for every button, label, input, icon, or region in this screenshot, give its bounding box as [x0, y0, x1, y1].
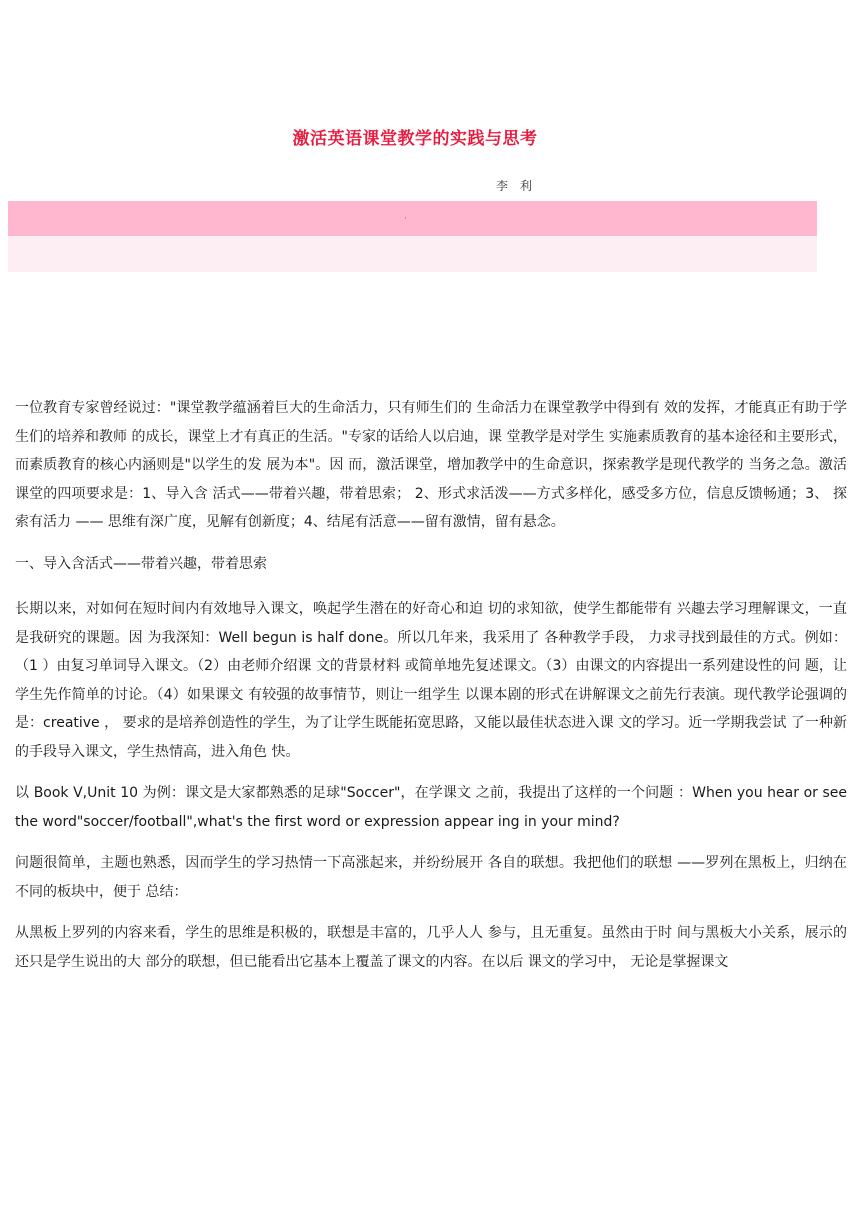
band-mark: · [404, 214, 407, 224]
section-heading: 一、导入含活式——带着兴趣，带着思索 [15, 555, 267, 572]
header-band-light [8, 236, 817, 272]
paragraph-intro: 一位教育专家曾经说过："课堂教学蕴涵着巨大的生命活力，只有师生们的 生命活力在课堂教学中得到有 效的发挥，才能真正有助于学生们的培养和教师 的成长，课堂上才有真正的生活。"专家的话给人以启迪，课 堂教学是对学生 实施素质教育的基本途径和主要形式，而素质教育的核心内涵则是"以学生的发 展为本"。因 而，激活课堂，增加教学中的生命意识，探索教学是现代教学的 当务之急。激活课堂的四项要求是：1、导入含 活式——带着兴趣，带着思索； 2、形式求活泼——方式多样化，感受多方位，信息反馈畅通；3、 探索有活力 —— 思维有深广度，见解有创新度；4、结尾有活意——留有激情，留有悬念。 [15, 400, 847, 530]
paragraph-example: 以 Book V,Unit 10 为例：课文是大家都熟悉的足球"Soccer"，在学课文 之前，我提出了这样的一个问题 ：When you hear or see the word"soccer/football",what's the first word or expression appear ing in your mind? [15, 785, 847, 830]
article-body [15, 394, 847, 989]
paragraph-body: 问题很简单，主题也熟悉，因而学生的学习热情一下高涨起来，并纷纷展开 各自的联想。我把他们的联想 ——罗列在黑板上，归纳在不同的板块中，便于 总结： [15, 855, 847, 900]
header-band [8, 201, 817, 236]
paragraph-body: 长期以来，对如何在短时间内有效地导入课文，唤起学生潜在的好奇心和迫 切的求知欲，使学生都能带有 兴趣去学习理解课文，一直是我研究的课题。因 为我深知：Well begun is half done。所以几年来，我采用了 各种教学手段， 力求寻找到最佳的方式。例如：（1 ）由复习单词导入课文。（2）由老师介绍课 文的背景材料 或简单地先复述课文。（3）由课文的内容提出一系列建设性的问 题，让学生先作简单的讨论。（4）如果课文 有较强的故事情节，则让一组学生 以课本剧的形式在讲解课文之前先行表演。现代教学论强调的是：creative ， 要求的是培养创造性的学生，为了让学生既能拓宽思路，又能以最佳状态进入课 文的学习。近一学期我尝试 了一种新的手段导入课文，学生热情高，进入角色 快。 [15, 601, 847, 760]
author-name: 李 利 [496, 179, 536, 193]
paragraph-body: 从黑板上罗列的内容来看，学生的思维是积极的，联想是丰富的，几乎人人 参与，且无重复。虽然由于时 间与黑板大小关系，展示的还只是学生说出的大 部分的联想，但已能看出它基本上覆盖了课文的内容。在以后 课文的学习中， 无论是掌握课文 [15, 925, 847, 970]
document-title: 激活英语课堂教学的实践与思考 [292, 129, 538, 149]
